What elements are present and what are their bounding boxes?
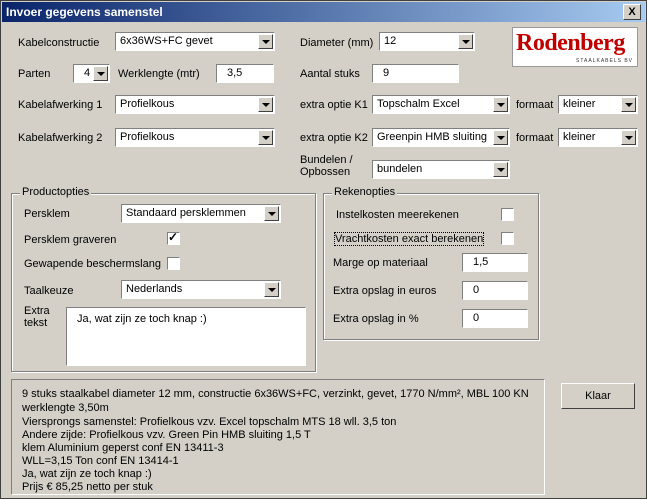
bundelen-label-line1: Bundelen / [300,154,353,166]
persklem-value: Standaard persklemmen [126,207,246,219]
chevron-down-icon[interactable] [493,97,508,112]
klaar-button[interactable]: Klaar [561,383,635,409]
extra-tekst-label-line1: Extra [24,305,50,317]
summary-line: werklengte 3,50m [22,402,109,414]
kabelafwerking2-select[interactable] [115,128,275,147]
chevron-down-icon[interactable] [258,130,273,145]
diameter-value: 12 [384,35,397,47]
persklem-select[interactable] [121,204,281,223]
formaat-k1-select[interactable] [558,95,638,114]
summary-line: WLL=3,15 Ton conf EN 13414-1 [22,455,179,467]
marge-value: 1,5 [473,256,489,268]
diameter-select[interactable] [379,32,475,51]
aantal-stuks-input[interactable] [372,64,459,83]
summary-price: Prijs € 85,25 netto per stuk [22,481,153,493]
chevron-down-icon[interactable] [258,34,273,49]
bundelen-label-line2: Opbossen [300,166,351,178]
checkmark-icon: ✓ [168,230,179,244]
logo-subtitle: STAALKABELS BV [576,58,633,64]
werklengte-label: Werklengte (mtr) [118,68,200,80]
marge-input[interactable] [462,253,528,272]
summary-line: klem Aluminium geperst conf EN 13411-3 [22,442,224,454]
bundelen-select[interactable] [372,160,510,179]
formaat-k1-label: formaat [516,99,554,111]
vrachtkosten-checkbox[interactable] [501,232,514,245]
title-bar[interactable] [2,2,645,22]
aantal-stuks-value: 9 [383,67,390,79]
chevron-down-icon[interactable] [493,130,508,145]
opslag-euros-label: Extra opslag in euros [333,285,437,297]
marge-label: Marge op materiaal [333,257,428,269]
opslag-pct-input[interactable] [462,309,528,328]
taalkeuze-label: Taalkeuze [24,285,74,297]
gewapende-beschermslang-label: Gewapende beschermslang [24,258,161,270]
opslag-euros-input[interactable] [462,281,528,300]
opslag-euros-value: 0 [473,284,480,296]
formaat-k2-value: kleiner [563,131,596,143]
extra-optie-k2-value: Greenpin HMB sluiting [377,131,488,143]
kabelafwerking1-select[interactable] [115,95,275,114]
logo-brand: Rodenberg [516,30,625,56]
chevron-down-icon[interactable] [93,66,108,81]
instelkosten-checkbox[interactable] [501,208,514,221]
formaat-k2-select[interactable] [558,128,638,147]
formaat-k2-label: formaat [516,132,554,144]
formaat-k1-value: kleiner [563,98,596,110]
werklengte-value: 3,5 [227,67,243,79]
instelkosten-label: Instelkosten meerekenen [336,209,459,221]
chevron-down-icon[interactable] [264,206,279,221]
kabelconstructie-select[interactable] [115,32,275,51]
persklem-graveren-label: Persklem graveren [24,234,117,246]
chevron-down-icon[interactable] [493,162,508,177]
summary-line: Andere zijde: Profielkous vzv. Green Pin HMB sluiting 1,5 T [22,429,311,441]
bundelen-value: bundelen [377,163,423,175]
parten-label: Parten [18,68,51,80]
kabelafwerking2-label: Kabelafwerking 2 [18,132,103,144]
summary-line: Viersprongs samenstel: Profielkous vzv. Excel topschalm MTS 18 wll. 3,5 ton [22,416,397,428]
chevron-down-icon[interactable] [621,97,636,112]
rekenopties-title: Rekenopties [334,186,396,198]
chevron-down-icon[interactable] [621,130,636,145]
opslag-pct-value: 0 [473,312,480,324]
chevron-down-icon[interactable] [258,97,273,112]
kabelafwerking1-label: Kabelafwerking 1 [18,99,103,111]
extra-optie-k1-select[interactable] [372,95,510,114]
persklem-graveren-checkbox[interactable] [167,232,180,245]
company-logo [512,27,638,67]
kabelafwerking1-value: Profielkous [120,98,175,110]
parten-value: 4 [84,67,91,79]
gewapende-beschermslang-checkbox[interactable] [167,257,180,270]
taalkeuze-select[interactable] [121,280,281,299]
taalkeuze-value: Nederlands [126,283,183,295]
extra-optie-k1-value: Topschalm Excel [377,98,460,110]
chevron-down-icon[interactable] [264,282,279,297]
summary-panel [11,379,545,495]
chevron-down-icon[interactable] [458,34,473,49]
aantal-stuks-label: Aantal stuks [300,68,360,80]
extra-tekst-value: Ja, wat zijn ze toch knap :) [77,313,207,325]
kabelconstructie-label: Kabelconstructie [18,37,100,49]
extra-optie-k2-select[interactable] [372,128,510,147]
werklengte-input[interactable] [216,64,274,83]
extra-optie-k2-label: extra optie K2 [300,132,368,144]
extra-tekst-label-line2: tekst [24,317,48,329]
productopties-title: Productopties [22,186,90,198]
vrachtkosten-label: Vrachtkosten exact berekenen [335,233,484,245]
diameter-label: Diameter (mm) [300,37,374,49]
summary-line: Ja, wat zijn ze toch knap :) [22,468,152,480]
kabelconstructie-value: 6x36WS+FC gevet [120,35,213,47]
window-title: Invoer gegevens samenstel [6,5,163,19]
extra-optie-k1-label: extra optie K1 [300,99,368,111]
extra-tekst-textarea[interactable] [66,307,306,366]
opslag-pct-label: Extra opslag in % [333,313,419,325]
summary-line: 9 stuks staalkabel diameter 12 mm, constructie 6x36WS+FC, verzinkt, gevet, 1770 N/mm², MBL 100 KN [22,388,529,400]
close-button[interactable]: X [623,4,641,20]
kabelafwerking2-value: Profielkous [120,131,175,143]
parten-select[interactable] [73,64,110,83]
persklem-label: Persklem [24,208,70,220]
